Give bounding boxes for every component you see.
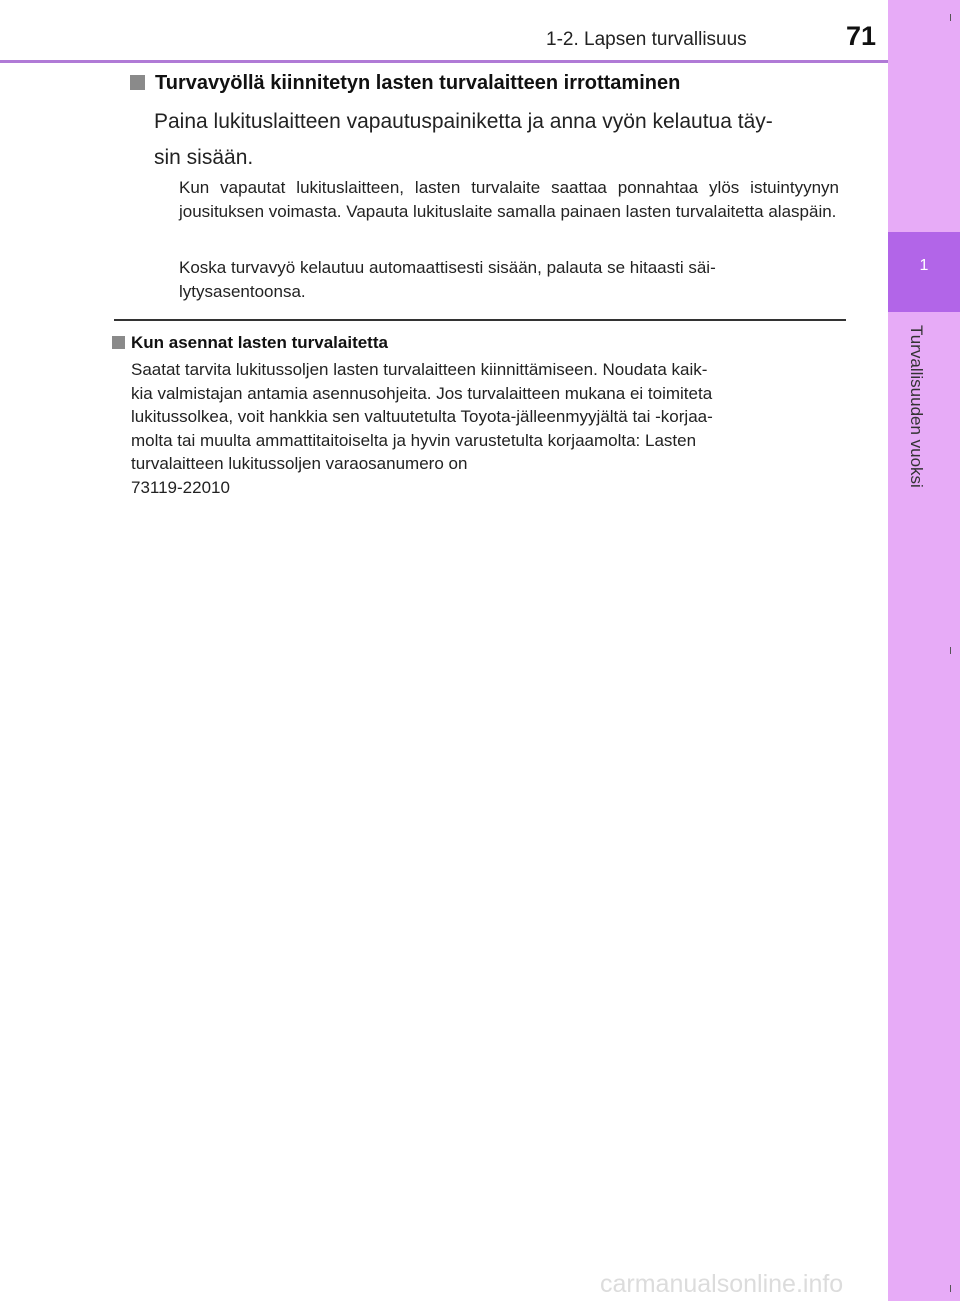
info-heading-text: Kun asennat lasten turvalaitetta	[131, 333, 388, 352]
chapter-label: Turvallisuuden vuoksi	[907, 325, 926, 488]
crop-mark	[950, 14, 951, 21]
note-paragraph: Kun vapautat lukituslaitteen, lasten turvalaite saattaa ponnahtaa ylös istuintyynyn jousituksen voimasta. Vapauta lukituslaite samalla painaen lasten turvalaitetta alaspäin.	[179, 178, 839, 221]
section-heading-text: Turvavyöllä kiinnitetyn lasten turvalaitteen irrottaminen	[155, 72, 681, 94]
part-number: 73119-22010	[131, 477, 230, 497]
info-heading	[112, 333, 832, 353]
square-bullet-icon	[112, 336, 125, 349]
section-heading	[130, 72, 845, 95]
section-title: 1-2. Lapsen turvallisuus	[546, 29, 747, 50]
page-number: 71	[846, 21, 877, 51]
crop-mark	[950, 1285, 951, 1292]
chapter-tab[interactable]	[888, 232, 960, 312]
info-paragraph: Saatat tarvita lukitussoljen lasten turvalaitteen kiinnittämiseen. Noudata kaik- kia valmistajan antamia asennusohjeita. Jos turvalaitteen mukana ei toimiteta lukitussolkea, voit hankkia sen valtuutetulta Toyota-jälleenmyyjältä tai -korjaa- molta tai muulta ammattitaitoiselta ja hyvin varustetulta korjaamolta: Lasten turvalaitteen lukitussoljen varaosanumero on 73119-22010	[131, 360, 713, 497]
instruction-text: Paina lukituslaitteen vapautuspainiketta ja anna vyön kelautua täy- sin sisään.	[154, 110, 773, 169]
divider	[114, 319, 846, 321]
header-rule	[0, 60, 888, 63]
watermark: carmanualsonline.info	[600, 1270, 844, 1298]
chapter-number: 1	[919, 257, 929, 274]
note-paragraph: Koska turvavyö kelautuu automaattisesti sisään, palauta se hitaasti säi- lytysasentoonsa.	[179, 258, 716, 301]
crop-mark	[950, 647, 951, 654]
square-bullet-icon	[130, 75, 145, 90]
